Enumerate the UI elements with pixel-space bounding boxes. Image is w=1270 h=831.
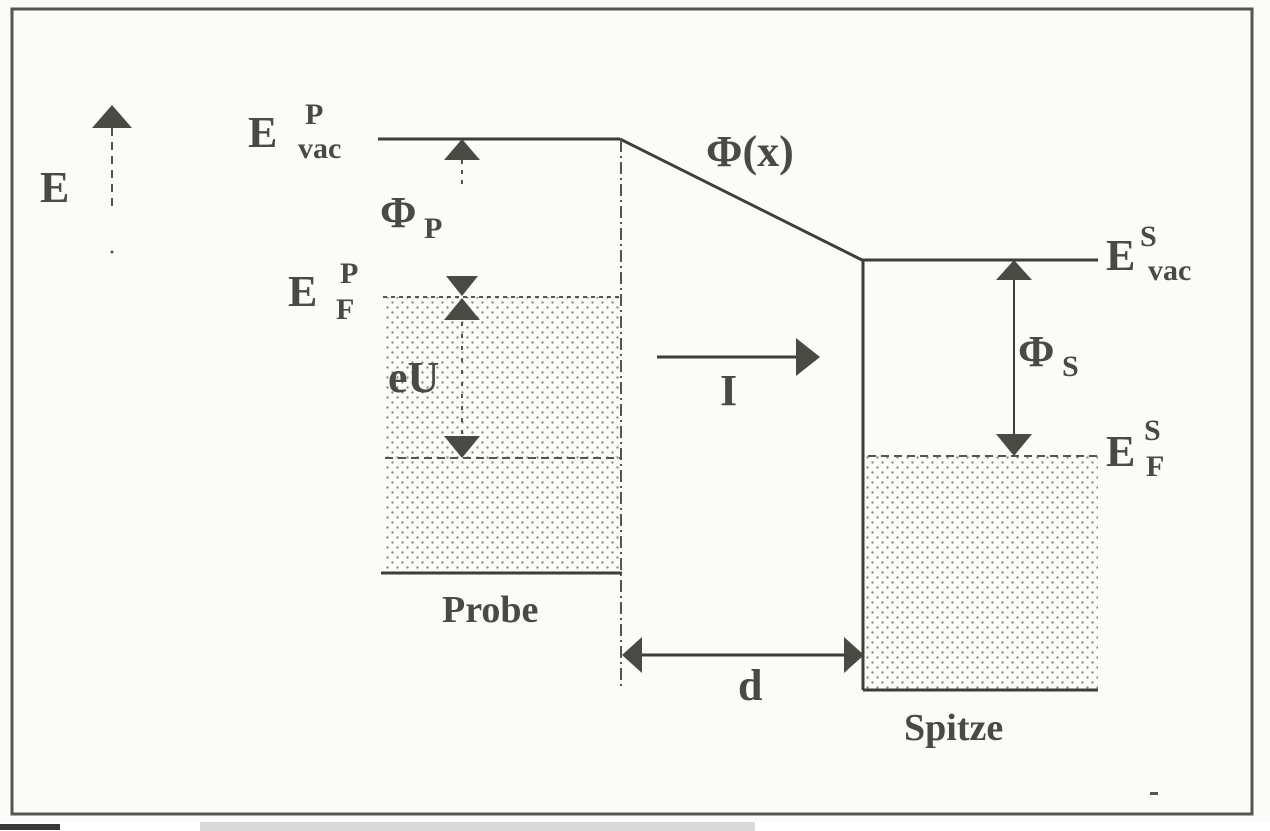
arrow-right-icon	[844, 637, 864, 673]
tip-fermi-label	[1106, 414, 1164, 483]
bottom-strip-dark	[0, 824, 60, 830]
barrier-label: Φ(x)	[706, 127, 794, 176]
bottom-strip	[0, 822, 1270, 831]
probe-name: Probe	[442, 589, 539, 631]
tip-fermi-subscript: F	[1146, 450, 1165, 483]
tip-vac-superscript: S	[1140, 220, 1157, 253]
tip-vac-subscript: vac	[1148, 254, 1192, 287]
probe-fermi-subscript: F	[336, 293, 355, 326]
tip-phi-subscript: S	[1062, 350, 1079, 383]
tip-phi-symbol: Φ	[1018, 327, 1055, 376]
probe-occupied-states	[385, 297, 621, 573]
tip-name: Spitze	[904, 707, 1004, 749]
gap-label: d	[738, 661, 763, 710]
arrow-up-icon	[996, 260, 1032, 280]
speck	[1150, 792, 1158, 795]
energy-axis-label: E	[40, 163, 70, 212]
tip-vacuum-label	[1106, 220, 1191, 287]
probe-vac-subscript: vac	[298, 132, 342, 165]
bias-label: eU	[388, 353, 440, 402]
probe-phi-symbol: Φ	[380, 188, 417, 237]
arrow-right-icon	[796, 338, 820, 376]
probe-fermi-label	[288, 257, 358, 326]
arrow-up-icon	[444, 139, 480, 160]
arrow-down-icon	[996, 434, 1032, 456]
energy-axis	[92, 105, 132, 254]
probe-vacuum-label	[248, 98, 341, 165]
bottom-strip-bar	[200, 822, 755, 831]
probe-fermi-superscript: P	[340, 257, 359, 290]
current-arrow	[657, 338, 820, 376]
probe-phi-subscript: P	[424, 212, 443, 245]
tip-occupied-states	[866, 456, 1098, 690]
tip-fermi-symbol: E	[1106, 427, 1136, 476]
probe-work-function-arrow	[444, 139, 480, 190]
current-label: I	[720, 366, 738, 415]
axis-arrow-icon	[92, 105, 132, 128]
tip-work-function-label	[1018, 327, 1079, 383]
probe-vac-superscript: P	[305, 98, 324, 131]
probe-vac-symbol: E	[248, 108, 278, 157]
probe-fermi-symbol: E	[288, 267, 318, 316]
arrow-down-icon	[446, 276, 478, 296]
arrow-left-icon	[622, 637, 642, 673]
tip-vac-symbol: E	[1106, 231, 1136, 280]
probe-work-function-label	[380, 188, 442, 245]
tip-fermi-superscript: S	[1144, 414, 1161, 447]
figure-frame	[12, 9, 1252, 814]
